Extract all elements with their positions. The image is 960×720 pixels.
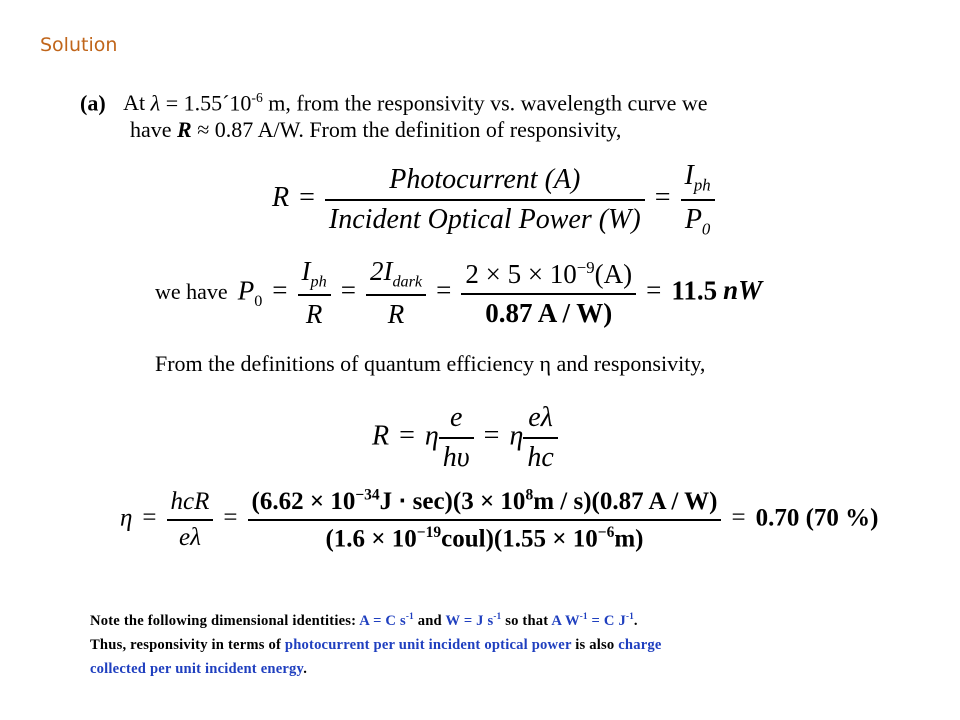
eq4-fraction-1	[167, 488, 214, 552]
note-l1-period: .	[633, 612, 638, 629]
power-result-unit: nW	[723, 275, 763, 306]
eq4-lhs: η	[120, 504, 133, 532]
eq4-num-b-exp: 8	[525, 486, 534, 504]
dimensional-identities-note	[90, 604, 662, 681]
eq3-fraction-2	[523, 402, 557, 474]
equation-incident-power: we have $P_0$ = $\frac{I_{ph}}{R}$ = $\frac{2I_{dark}}{R}$ = $\frac{2 \times 5 \times 10^{-9}(A)}{0.87 A / W)}$ = 11.5 nW	[155, 256, 763, 330]
eq4-f1-num: hcR	[167, 488, 214, 521]
eq4-den-a: (1.6 × 10	[325, 525, 417, 553]
eq2-fraction-3	[461, 258, 636, 329]
note-line-2	[90, 633, 662, 657]
eq4-f1-den: eλ	[178, 523, 201, 551]
we-have-prefix: we have	[155, 279, 228, 305]
eq2-f2-den: R	[387, 299, 405, 330]
eq4-den-b: coul)(1.55 × 10	[441, 525, 598, 553]
eq2-f3-num-exp: −9	[576, 257, 595, 277]
equation-quantum-efficiency: η = $\frac{\text{hcR}}{e\lambda}$ = $\frac{(6.62 \times 10^{-34}J \cdot \sec)(3 \times 10^8m / s)(0.87 A / W)}{(1.6 \times 10^{-19}coul)(1.55 \times 10^{-6}m)}$ = 0.70 (70 %)	[120, 486, 879, 553]
eq2-f1-num-main: I	[301, 256, 311, 286]
eq2-f3-num: 2 × 5 × 10	[465, 258, 577, 289]
note-l2-a: Thus, responsivity in terms of	[90, 636, 282, 653]
equation-responsivity-eta: R = η $\frac{e}{h\upsilon}$ = η $\frac{e\lambda}{hc}$	[372, 402, 558, 474]
eq3-f2-den: hc	[527, 442, 554, 473]
lambda-symbol: λ	[150, 90, 161, 116]
note-l1-e: so that	[505, 612, 549, 629]
eq1-p0-main: P	[684, 203, 702, 235]
line-2-rest: ≈ 0.87 A/W. From the definition of responsivity,	[197, 117, 622, 142]
eq3-eta-2: η	[509, 420, 524, 452]
eq1-iph-sub: ph	[693, 175, 711, 195]
note-l1-a: Note the following dimensional identities:	[90, 612, 357, 629]
responsivity-symbol: R	[177, 117, 192, 142]
wavelength-value: = 1.55´10	[165, 90, 252, 116]
eq4-num-c: m / s)(0.87 A / W)	[533, 488, 718, 515]
eq3-eta-1: η	[424, 420, 439, 452]
power-result-value: 11.5	[671, 275, 718, 306]
note-l1-c: and	[417, 612, 442, 629]
eq4-den-b-exp: −6	[597, 524, 615, 541]
part-a-line-1	[80, 84, 708, 117]
line-1-rest: m, from the responsivity vs. wavelength curve we	[268, 90, 708, 116]
note-identity-ratio: A $W^{-1} = C$ $J^{-1}$	[551, 611, 634, 629]
eq3-lhs: R	[372, 420, 390, 452]
eq1-lhs: R	[272, 182, 290, 214]
have-word: have	[130, 117, 172, 142]
eq4-fraction-2	[248, 486, 722, 553]
eq2-fraction-1	[298, 256, 331, 330]
eq1-p0-sub: 0	[701, 219, 711, 239]
eq4-num-a: (6.62 × 10	[251, 488, 356, 515]
note-identity-ampere: A = C $s^{-1}$	[359, 611, 414, 629]
eq3-fraction-1	[439, 402, 474, 474]
eq1-numerator: Photocurrent (A)	[325, 164, 645, 201]
eq1-fraction-symbols	[681, 160, 715, 239]
quantum-efficiency-intro: From the definitions of quantum efficiency η and responsivity,	[155, 351, 706, 376]
eq3-f1-num: e	[439, 402, 474, 439]
eq1-denominator: Incident Optical Power (W)	[328, 203, 641, 235]
eq2-f1-den: R	[305, 299, 323, 330]
eq3-f2-num: eλ	[523, 402, 557, 439]
eq3-f1-den: hυ	[442, 442, 470, 473]
eq2-lhs-main: P	[237, 275, 255, 306]
eq2-f3-num-tail: (A)	[594, 258, 633, 289]
note-identity-watt: W = J $s^{-1}$	[445, 611, 502, 629]
eq2-f3-den: 0.87 A / W)	[485, 297, 613, 328]
eq4-den-a-exp: −19	[416, 524, 442, 541]
eq2-lhs-sub: 0	[254, 291, 263, 310]
note-line-3	[90, 657, 662, 681]
eq1-iph-main: I	[684, 160, 694, 191]
note-l2-highlight: photocurrent per unit incident optical power	[284, 636, 572, 653]
part-a-line-2	[130, 116, 621, 144]
eq4-num-b: J ⋅ sec)(3 × 10	[379, 488, 526, 515]
eq2-fraction-2	[366, 256, 426, 330]
efficiency-result: 0.70 (70 %)	[755, 504, 879, 532]
note-line-1	[90, 604, 662, 633]
eq4-den-c: m)	[614, 525, 644, 553]
note-l3-period: .	[303, 660, 308, 677]
note-l2-c: is also	[575, 636, 615, 653]
eq1-fraction-words	[325, 164, 645, 236]
part-a-label: (a)	[80, 90, 106, 116]
note-l3-highlight: collected per unit incident energy	[90, 660, 304, 677]
eq2-f2-num-sub: dark	[392, 272, 423, 291]
note-l2-charge: charge	[618, 636, 662, 653]
at-word: At	[123, 90, 146, 116]
solution-heading: Solution	[40, 34, 118, 56]
eq2-f1-num-sub: ph	[310, 272, 327, 291]
wavelength-exponent: -6	[251, 90, 263, 105]
equation-responsivity-definition: R = $\frac{\text{Photocurrent (A)}}{\text{Incident Optical Power (W)}}$ = $\frac{I_{ph}}{P_0}$	[272, 160, 715, 239]
eq2-f2-num-main: 2I	[369, 256, 393, 286]
eq4-num-a-exp: −34	[355, 486, 380, 504]
